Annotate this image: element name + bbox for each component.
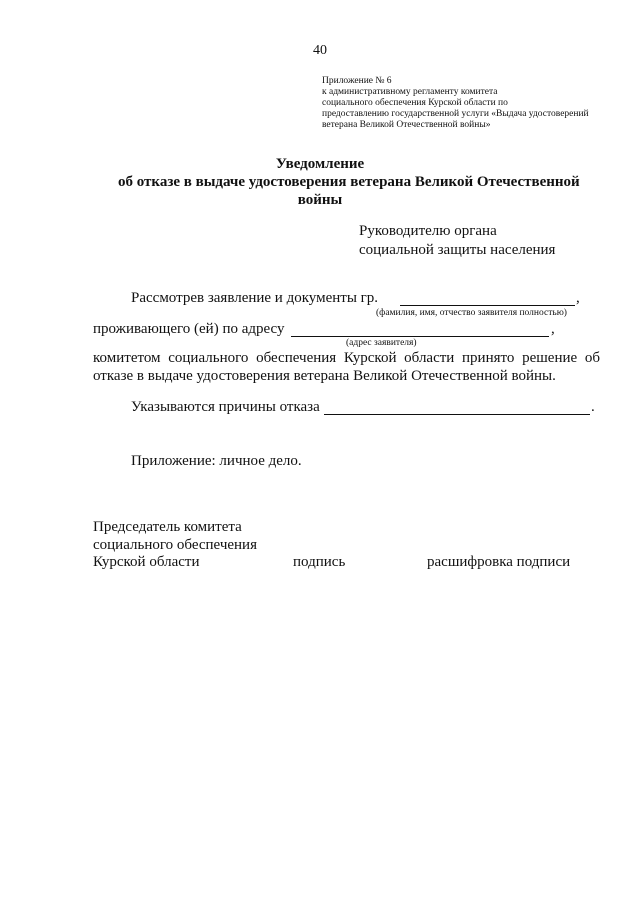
page-number: 40 bbox=[313, 43, 327, 58]
addressee-line: социальной защиты населения bbox=[359, 242, 556, 258]
decision-text-line: комитетом социального обеспечения Курской области принято решение об bbox=[93, 350, 600, 366]
signatory-position: социального обеспечения bbox=[93, 537, 257, 553]
signatory-position: Председатель комитета bbox=[93, 519, 242, 535]
addressee-line: Руководителю органа bbox=[359, 223, 497, 239]
considered-label: Рассмотрев заявление и документы гр. bbox=[131, 290, 379, 306]
appendix-line: ветерана Великой Отечественной войны» bbox=[322, 120, 491, 130]
period: . bbox=[591, 399, 595, 415]
attachment-text: Приложение: личное дело. bbox=[131, 453, 302, 469]
fio-note: (фамилия, имя, отчество заявителя полностью) bbox=[376, 308, 567, 318]
reasons-label: Указываются причины отказа bbox=[131, 399, 320, 415]
applicant-address-field[interactable] bbox=[291, 336, 549, 337]
comma: , bbox=[576, 290, 580, 306]
appendix-header bbox=[322, 76, 589, 131]
decision-text-line: отказе в выдаче удостоверения ветерана Великой Отечественной войны. bbox=[93, 368, 556, 384]
appendix-line: социального обеспечения Курской области по bbox=[322, 98, 508, 108]
comma: , bbox=[551, 321, 555, 337]
reasons-field[interactable] bbox=[324, 414, 590, 415]
document-title: Уведомление bbox=[275, 156, 365, 172]
residing-label: проживающего (ей) по адресу bbox=[93, 321, 285, 337]
document-subtitle-end: войны bbox=[297, 192, 343, 208]
applicant-name-field[interactable] bbox=[400, 305, 575, 306]
address-note: (адрес заявителя) bbox=[346, 338, 417, 348]
addressee-block bbox=[359, 222, 555, 260]
signatory-position: Курской области bbox=[93, 554, 200, 570]
appendix-line: к административному регламенту комитета bbox=[322, 87, 498, 97]
appendix-line: Приложение № 6 bbox=[322, 76, 392, 86]
appendix-line: предоставлению государственной услуги «Выдача удостоверений bbox=[322, 109, 589, 119]
signature-label: подпись bbox=[293, 554, 346, 570]
signature-decode-label: расшифровка подписи bbox=[427, 554, 571, 570]
document-subtitle: об отказе в выдаче удостоверения ветерана Великой Отечественной bbox=[118, 174, 580, 190]
